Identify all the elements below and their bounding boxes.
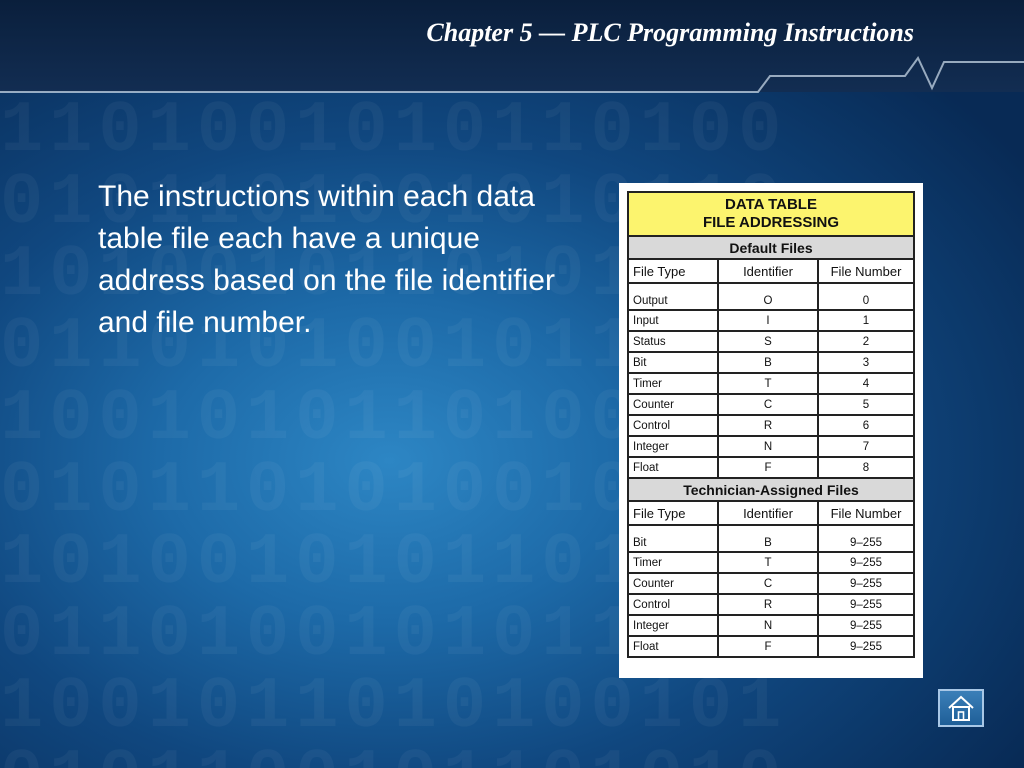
file-number-cell: 7 (818, 436, 914, 457)
file-number-cell: 9–255 (818, 615, 914, 636)
table-row (628, 394, 914, 415)
home-icon (946, 694, 976, 722)
identifier-cell: C (718, 394, 818, 415)
table-row (628, 636, 914, 657)
file-type-cell: Counter (628, 573, 718, 594)
file-type-cell: Control (628, 594, 718, 615)
file-type-cell: Counter (628, 394, 718, 415)
file-type-cell: Output (628, 283, 718, 310)
table-row (628, 373, 914, 394)
identifier-cell: B (718, 525, 818, 552)
table-row (628, 594, 914, 615)
section-heading-default: Default Files (628, 236, 914, 259)
identifier-cell: N (718, 436, 818, 457)
identifier-cell: T (718, 552, 818, 573)
file-number-cell: 0 (818, 283, 914, 310)
file-type-cell: Integer (628, 615, 718, 636)
file-addressing-table (627, 191, 915, 658)
file-number-cell: 5 (818, 394, 914, 415)
column-header: Identifier (718, 501, 818, 525)
assigned-files-rows (628, 525, 914, 657)
file-type-cell: Timer (628, 373, 718, 394)
section-heading-assigned: Technician-Assigned Files (628, 478, 914, 501)
file-type-cell: Integer (628, 436, 718, 457)
table-row (628, 283, 914, 310)
column-header-row (628, 501, 914, 525)
identifier-cell: O (718, 283, 818, 310)
column-header: File Type (628, 501, 718, 525)
file-type-cell: Float (628, 636, 718, 657)
body-text: The instructions within each data table file each have a unique address based on the file identifier and file number. (98, 180, 555, 339)
table-row (628, 415, 914, 436)
file-number-cell: 8 (818, 457, 914, 478)
file-type-cell: Bit (628, 525, 718, 552)
column-header: File Type (628, 259, 718, 283)
table-title-line2: FILE ADDRESSING (702, 214, 840, 231)
file-number-cell: 9–255 (818, 525, 914, 552)
column-header: File Number (818, 259, 914, 283)
file-number-cell: 4 (818, 373, 914, 394)
file-number-cell: 2 (818, 331, 914, 352)
table-row (628, 310, 914, 331)
file-number-cell: 3 (818, 352, 914, 373)
table-title-line1: DATA TABLE (725, 196, 817, 213)
identifier-cell: S (718, 331, 818, 352)
identifier-cell: N (718, 615, 818, 636)
file-number-cell: 9–255 (818, 594, 914, 615)
table-row (628, 525, 914, 552)
identifier-cell: C (718, 573, 818, 594)
file-number-cell: 9–255 (818, 552, 914, 573)
table-row (628, 331, 914, 352)
file-type-cell: Status (628, 331, 718, 352)
identifier-cell: F (718, 457, 818, 478)
column-header: Identifier (718, 259, 818, 283)
file-type-cell: Timer (628, 552, 718, 573)
file-number-cell: 9–255 (818, 636, 914, 657)
data-table-figure (619, 183, 923, 678)
identifier-cell: R (718, 594, 818, 615)
column-header-row (628, 259, 914, 283)
identifier-cell: F (718, 636, 818, 657)
table-row (628, 457, 914, 478)
file-number-cell: 1 (818, 310, 914, 331)
file-type-cell: Input (628, 310, 718, 331)
table-row (628, 615, 914, 636)
file-number-cell: 6 (818, 415, 914, 436)
identifier-cell: I (718, 310, 818, 331)
table-title (628, 192, 914, 236)
table-row (628, 552, 914, 573)
file-number-cell: 9–255 (818, 573, 914, 594)
identifier-cell: T (718, 373, 818, 394)
header-pulse-line (0, 40, 1024, 110)
identifier-cell: B (718, 352, 818, 373)
identifier-cell: R (718, 415, 818, 436)
table-row (628, 436, 914, 457)
file-type-cell: Control (628, 415, 718, 436)
table-row (628, 352, 914, 373)
file-type-cell: Bit (628, 352, 718, 373)
default-files-rows (628, 283, 914, 478)
home-button[interactable] (938, 689, 984, 727)
chapter-title: Chapter 5 — PLC Programming Instructions (426, 18, 914, 47)
file-type-cell: Float (628, 457, 718, 478)
table-row (628, 573, 914, 594)
column-header: File Number (818, 501, 914, 525)
